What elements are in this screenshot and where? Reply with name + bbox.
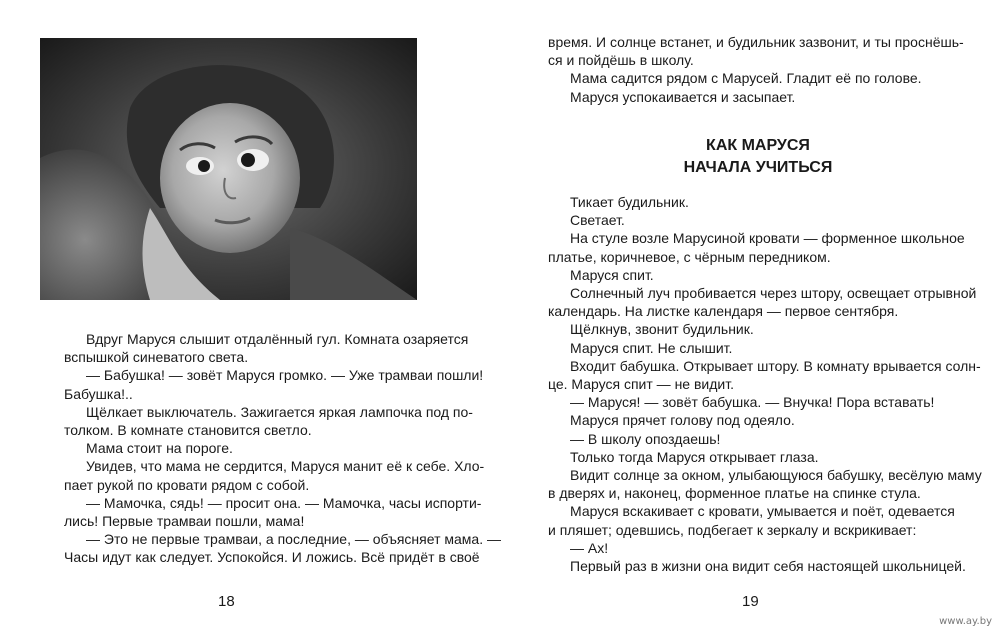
girl-photo xyxy=(40,38,417,300)
paragraph xyxy=(64,330,469,366)
paragraph xyxy=(548,539,968,557)
chapter-heading-line: НАЧАЛА УЧИТЬСЯ xyxy=(683,159,833,176)
text-line: лись! Первые трамваи пошли, мама! xyxy=(64,513,305,530)
paragraph xyxy=(64,366,484,402)
paragraph xyxy=(64,494,482,530)
text-line: Только тогда Маруся открывает глаза. xyxy=(570,448,819,465)
paragraph xyxy=(548,266,968,284)
paragraph xyxy=(64,530,501,566)
text-line: Входит бабушка. Открывает штору. В комнату врывается солн- xyxy=(570,357,981,374)
text-line: Щёлкнув, звонит будильник. xyxy=(570,321,754,338)
text-line: пает рукой по кровати рядом с собой. xyxy=(64,476,310,493)
text-line: — Ах! xyxy=(570,539,609,556)
text-line: На стуле возле Марусиной кровати — форменное школьное xyxy=(570,230,965,247)
text-line: — Маруся! — зовёт бабушка. — Внучка! Пора вставать! xyxy=(570,394,935,411)
text-line: Мама стоит на пороге. xyxy=(86,440,233,457)
text-line: ся и пойдёшь в школу. xyxy=(548,52,694,69)
text-line: календарь. На листке календаря — первое сентября. xyxy=(548,303,899,320)
text-line: це. Маруся спит — не видит. xyxy=(548,376,734,393)
text-line: Солнечный луч пробивается через штору, освещает отрывной xyxy=(570,285,977,302)
paragraph xyxy=(548,357,981,393)
paragraph xyxy=(548,284,977,320)
text-line: платье, коричневое, с чёрным передником. xyxy=(548,248,831,265)
text-line: — Мамочка, сядь! — просит она. — Мамочка, часы испорти- xyxy=(86,494,482,511)
text-line: Бабушка!.. xyxy=(64,385,133,402)
paragraph xyxy=(548,88,968,106)
text-line: Мама садится рядом с Марусей. Гладит её по голове. xyxy=(570,70,922,87)
paragraph xyxy=(64,457,485,493)
right-page xyxy=(520,0,1000,633)
right-page-top-text xyxy=(548,33,968,106)
left-page-text xyxy=(64,330,501,567)
paragraph xyxy=(548,33,968,69)
text-line: Светает. xyxy=(570,212,625,229)
text-line: Маруся успокаивается и засыпает. xyxy=(570,88,796,105)
paragraph xyxy=(548,557,968,575)
text-line: Маруся спит. xyxy=(570,266,654,283)
paragraph xyxy=(548,448,968,466)
text-line: Часы идут как следует. Успокойся. И ложись. Всё придёт в своё xyxy=(64,549,480,566)
paragraph xyxy=(548,69,968,87)
paragraph xyxy=(548,339,968,357)
paragraph xyxy=(548,466,982,502)
chapter-heading-line: КАК МАРУСЯ xyxy=(706,137,810,154)
watermark: www.ay.by xyxy=(939,616,992,627)
paragraph xyxy=(548,502,968,538)
paragraph xyxy=(548,393,968,411)
text-line: Вдруг Маруся слышит отдалённый гул. Комната озаряется xyxy=(86,331,469,347)
paragraph xyxy=(548,229,968,265)
paragraph xyxy=(548,411,968,429)
text-line: Увидев, что мама не сердится, Маруся манит её к себе. Хло- xyxy=(86,458,485,475)
text-line: вспышкой синеватого света. xyxy=(64,349,249,366)
text-line: толком. В комнате становится светло. xyxy=(64,422,312,439)
paragraph xyxy=(548,211,968,229)
text-line: Маруся прячет голову под одеяло. xyxy=(570,412,795,429)
girl-photo-image xyxy=(40,38,417,300)
text-line: — Бабушка! — зовёт Маруся громко. — Уже трамваи пошли! xyxy=(86,367,484,384)
text-line: Тикает будильник. xyxy=(570,194,689,210)
text-line: Маруся спит. Не слышит. xyxy=(570,339,733,356)
paragraph xyxy=(64,403,473,439)
text-line: Первый раз в жизни она видит себя настоящей школьницей. xyxy=(570,558,966,575)
text-line: Видит солнце за окном, улыбающуюся бабушку, весёлую маму xyxy=(570,467,982,484)
right-page-text xyxy=(548,193,982,575)
paragraph xyxy=(64,439,420,457)
text-line: и пляшет; одевшись, подбегает к зеркалу и вскрикивает: xyxy=(548,521,917,538)
paragraph xyxy=(548,320,968,338)
chapter-heading xyxy=(548,135,968,179)
page-number: 18 xyxy=(218,593,235,610)
text-line: время. И солнце встанет, и будильник зазвонит, и ты проснёшь- xyxy=(548,34,964,50)
paragraph xyxy=(548,193,968,211)
text-line: — Это не первые трамваи, а последние, — объясняет мама. — xyxy=(86,531,501,548)
text-line: в дверях и, наконец, форменное платье на спинке стула. xyxy=(548,485,921,502)
paragraph xyxy=(548,430,968,448)
text-line: Щёлкает выключатель. Зажигается яркая лампочка под по- xyxy=(86,403,473,420)
page-number: 19 xyxy=(742,593,759,610)
text-line: — В школу опоздаешь! xyxy=(570,430,721,447)
text-line: Маруся вскакивает с кровати, умывается и поёт, одевается xyxy=(570,503,955,520)
